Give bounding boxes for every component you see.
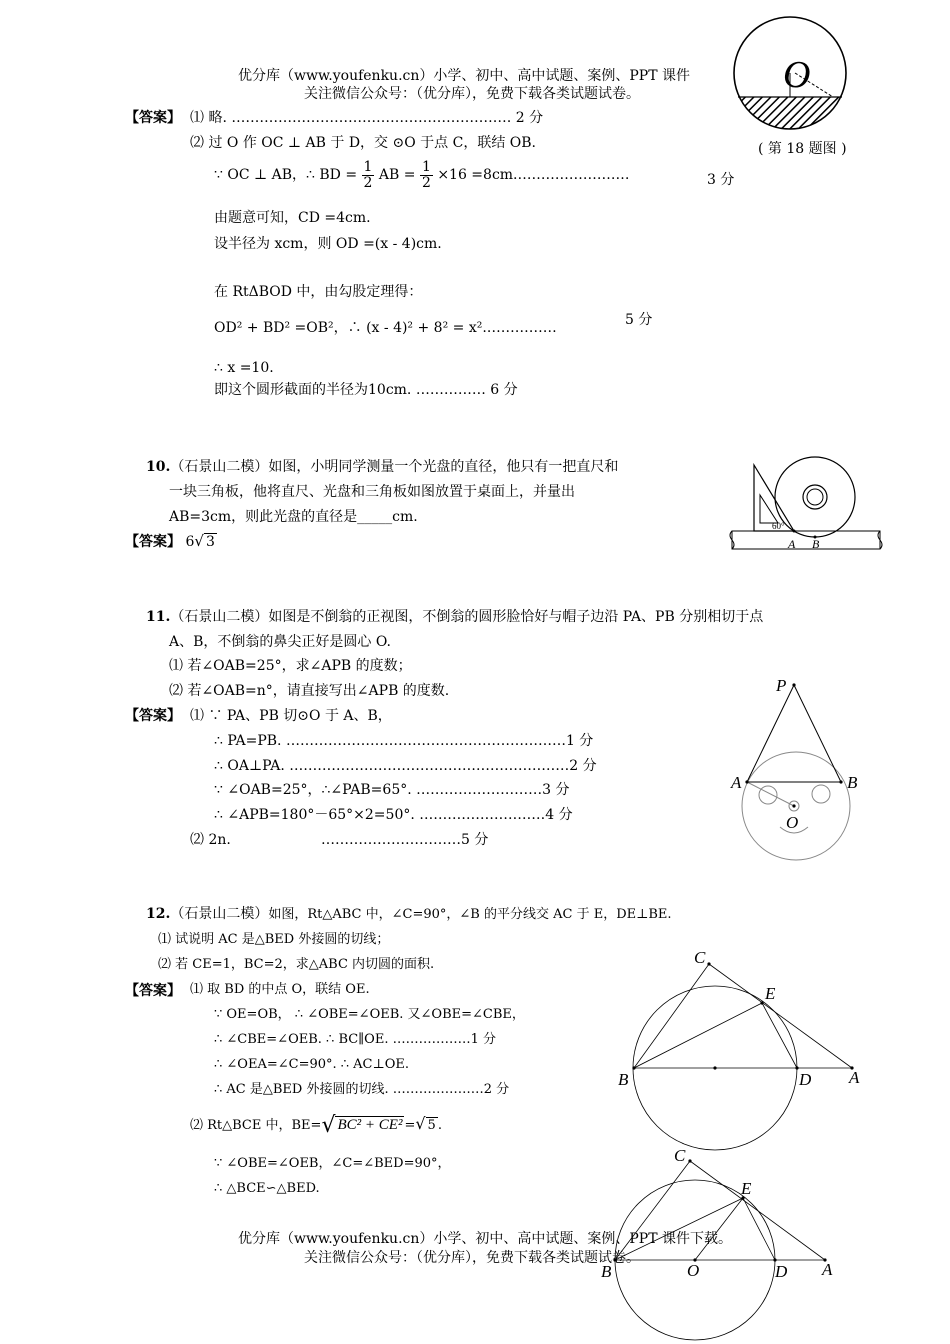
q10-ruler (732, 531, 880, 549)
q11-label-a: A (731, 773, 742, 792)
q10-text-1: 如图，小明同学测量一个光盘的直径，他只有一把直尺和 (268, 459, 619, 475)
q12-source: （石景山二模） (170, 906, 269, 922)
q11-label-o: O (786, 813, 799, 832)
q9-part2-intro: ⑵ 过 O 作 OC ⊥ AB 于 D，交 ⊙O 于点 C，联结 OB. (190, 135, 536, 151)
q11-line-pa (747, 685, 794, 782)
q11-text-2: A、B，不倒翁的鼻尖正好是圆心 O. (169, 634, 391, 650)
q11-ans-3: ∴ OA⊥PA. ……………………………………………………2 分 (214, 758, 597, 774)
header-line-2: 关注微信公众号：（优分库），免费下载各类试题试卷。 (304, 86, 640, 102)
q9-figure (733, 15, 853, 125)
q9-part1: ⑴ 略. …………………………………………………… 2 分 (190, 110, 544, 126)
q9-hatched-segment (733, 97, 853, 137)
footer-line-2: 关注微信公众号：（优分库），免费下载各类试题试卷。 (304, 1250, 640, 1266)
q12-f1-ca (709, 964, 852, 1068)
q9-frac-1: $\frac{1}{2}$ (363, 159, 373, 191)
q10-label-a: A (788, 537, 796, 551)
q9-bd-b: AB = (378, 167, 416, 184)
q10-number: 10. (146, 459, 171, 475)
q12-figure-1 (610, 945, 870, 1095)
q10-answer-rad: 3 (205, 534, 215, 550)
q11-line-pb (794, 685, 841, 782)
q9-bd-score: 3 分 (707, 172, 735, 188)
q12-f1-ed (762, 1003, 797, 1068)
q12-f2-ed (743, 1198, 775, 1260)
q11-ans-6b: …………………………5 分 (321, 832, 489, 848)
q12-f1-point-c (707, 962, 710, 965)
q9-answer-tag: 【答案】 (125, 110, 181, 126)
q12-f2-label-o: O (687, 1261, 700, 1280)
q12-ans-7: ∵ ∠OBE=∠OEB，∠C=∠BED=90°， (214, 1156, 451, 1171)
q11-label-b: B (847, 773, 858, 792)
q11-answer-tag: 【答案】 (125, 708, 181, 724)
q12-f2-label-e: E (741, 1179, 752, 1198)
q11-text-1: 如图是不倒翁的正视图，不倒翁的圆形脸恰好与帽子边沿 PA、PB 分别相切于点 (268, 609, 764, 625)
q12-ans-1: ⑴ 取 BD 的中点 O，联结 OE. (190, 982, 370, 997)
q11-sub-1: ⑴ 若∠OAB=25°，求∠APB 的度数； (169, 658, 412, 674)
q9-label-o: O (783, 54, 811, 96)
q12-header (146, 906, 672, 923)
q12-f1-point-o (713, 1066, 716, 1069)
q11-point-b (839, 780, 842, 783)
q12-number: 12. (146, 906, 171, 922)
q11-ans-2: ∴ PA=PB. ……………………………………………………1 分 (214, 733, 594, 749)
q11-point-p (792, 683, 795, 686)
q9-x-line: ∴ x =10. (214, 360, 274, 376)
q12-f2-label-c: C (674, 1146, 686, 1165)
q9-pyth-score: 5 分 (625, 312, 653, 328)
q12-ans-6a: ⑵ Rt△BCE 中，BE= (190, 1118, 322, 1133)
q12-f2-label-b: B (601, 1262, 612, 1281)
q12-f2-oe (695, 1198, 743, 1260)
q12-ans-2: ∵ OE=OB， ∴ ∠OBE=∠OEB. 又∠OBE=∠CBE， (214, 1007, 525, 1022)
q10-answer-coef: 6 (185, 534, 195, 550)
q12-f2-label-a: A (822, 1260, 833, 1279)
q12-ans-4: ∴ ∠OEA=∠C=90°. ∴ AC⊥OE. (214, 1057, 410, 1072)
q12-ans-3: ∴ ∠CBE=∠OEB. ∴ BC∥OE. ………………1 分 (214, 1032, 497, 1047)
q12-ans-5: ∴ AC 是△BED 外接圆的切线. …………………2 分 (214, 1082, 510, 1097)
q9-bd-a: ∵ OC ⊥ AB，∴ BD = (214, 167, 358, 184)
q11-figure (728, 675, 878, 865)
q10-answer-tag: 【答案】 (125, 534, 181, 550)
q10-figure (728, 455, 883, 555)
q12-f2-point-c (688, 1159, 691, 1162)
q12-sub-1: ⑴ 试说明 AC 是△BED 外接圆的切线； (158, 932, 390, 947)
q11-source: （石景山二模） (170, 609, 269, 625)
q12-f1-label-a: A (849, 1068, 860, 1087)
q9-figure-caption: ( 第 18 题图 ) (758, 141, 847, 157)
q10-answer: 【答案】 6√ 3 (125, 532, 215, 550)
q10-header (146, 459, 618, 475)
q11-point-a (745, 780, 748, 783)
footer-line-1: 优分库（www.youfenku.cn）小学、初中、高中试题、案例、PPT 课件下载。 (238, 1231, 733, 1247)
q9-radius-line: 设半径为 xcm，则 OD =(x - 4)cm. (214, 236, 442, 252)
q12-f1-be (634, 1003, 762, 1068)
q9-frac-2: $\frac{1}{2}$ (421, 159, 431, 191)
q11-number: 11. (146, 609, 171, 625)
q9-pyth-line: OD² + BD² =OB²，∴ (x - 4)² + 8² = x².…………… (214, 320, 557, 336)
q11-line-ao (747, 782, 794, 806)
q12-ans-6-eq: = (404, 1118, 416, 1133)
q11-eye-right (812, 785, 830, 803)
q10-disc (775, 457, 855, 537)
q11-point-o (792, 804, 795, 807)
q12-answer-tag: 【答案】 (125, 983, 181, 999)
q12-f1-point-e (760, 1001, 763, 1004)
q12-ans-6-rad: BC² + CE² (337, 1117, 403, 1133)
header-line-1: 优分库（www.youfenku.cn）小学、初中、高中试题、案例、PPT 课件 (238, 68, 691, 84)
q12-f1-label-d: D (799, 1070, 812, 1089)
q12-f2-label-d: D (775, 1262, 788, 1281)
q12-f1-point-b (632, 1066, 635, 1069)
q11-header (146, 609, 763, 625)
q10-label-b: B (812, 537, 820, 551)
q10-point-a (793, 530, 796, 533)
q9-result-line: 即这个圆形截面的半径为10cm. …………… 6 分 (214, 382, 518, 398)
q10-text-3: AB=3cm，则此光盘的直径是_____cm. (169, 509, 418, 525)
q9-cd-line: 由题意可知，CD =4cm. (214, 210, 371, 226)
q11-eye-left (759, 786, 777, 804)
q12-f1-label-e: E (765, 984, 776, 1003)
q12-ans-6: ⑵ Rt△BCE 中，BE=√ BC² + CE² =√ 5 . (190, 1113, 442, 1138)
q11-sub-2: ⑵ 若∠OAB=n°，请直接写出∠APB 的度数. (169, 683, 450, 699)
q12-f1-label-b: B (618, 1070, 629, 1089)
q12-text-1: 如图，Rt△ABC 中，∠C=90°，∠B 的平分线交 AC 于 E，DE⊥BE. (268, 907, 672, 922)
q12-f1-bc (634, 964, 709, 1068)
q11-ans-1: ⑴ ∵ PA、PB 切⊙O 于 A、B， (190, 708, 392, 724)
q12-ans-8: ∴ △BCE∽△BED. (214, 1181, 320, 1196)
q10-text-2: 一块三角板，他将直尺、光盘和三角板如图放置于桌面上，并量出 (169, 484, 575, 500)
q12-sub-2: ⑵ 若 CE=1，BC=2，求△ABC 内切圆的面积. (158, 957, 435, 972)
q11-ans-5: ∴ ∠APB=180°－65°×2=50°. ………………………4 分 (214, 807, 573, 823)
q11-label-p: P (776, 676, 787, 695)
q10-source: （石景山二模） (170, 459, 269, 475)
q12-ans-6-val: 5 (427, 1118, 436, 1133)
q9-rt-line: 在 RtΔBOD 中，由勾股定理得： (214, 284, 423, 300)
q10-disc-hole-inner (807, 489, 823, 505)
q9-bd-c: ×16 =8cm.…………………… (437, 167, 630, 184)
q9-bd-equation (214, 160, 630, 190)
q11-ans-6a: ⑵ 2n. (190, 832, 231, 848)
q12-f1-label-c: C (694, 948, 706, 967)
q10-angle-label: 60° (772, 521, 785, 531)
q11-ans-4: ∵ ∠OAB=25°，∴∠PAB=65°. ………………………3 分 (214, 782, 570, 798)
